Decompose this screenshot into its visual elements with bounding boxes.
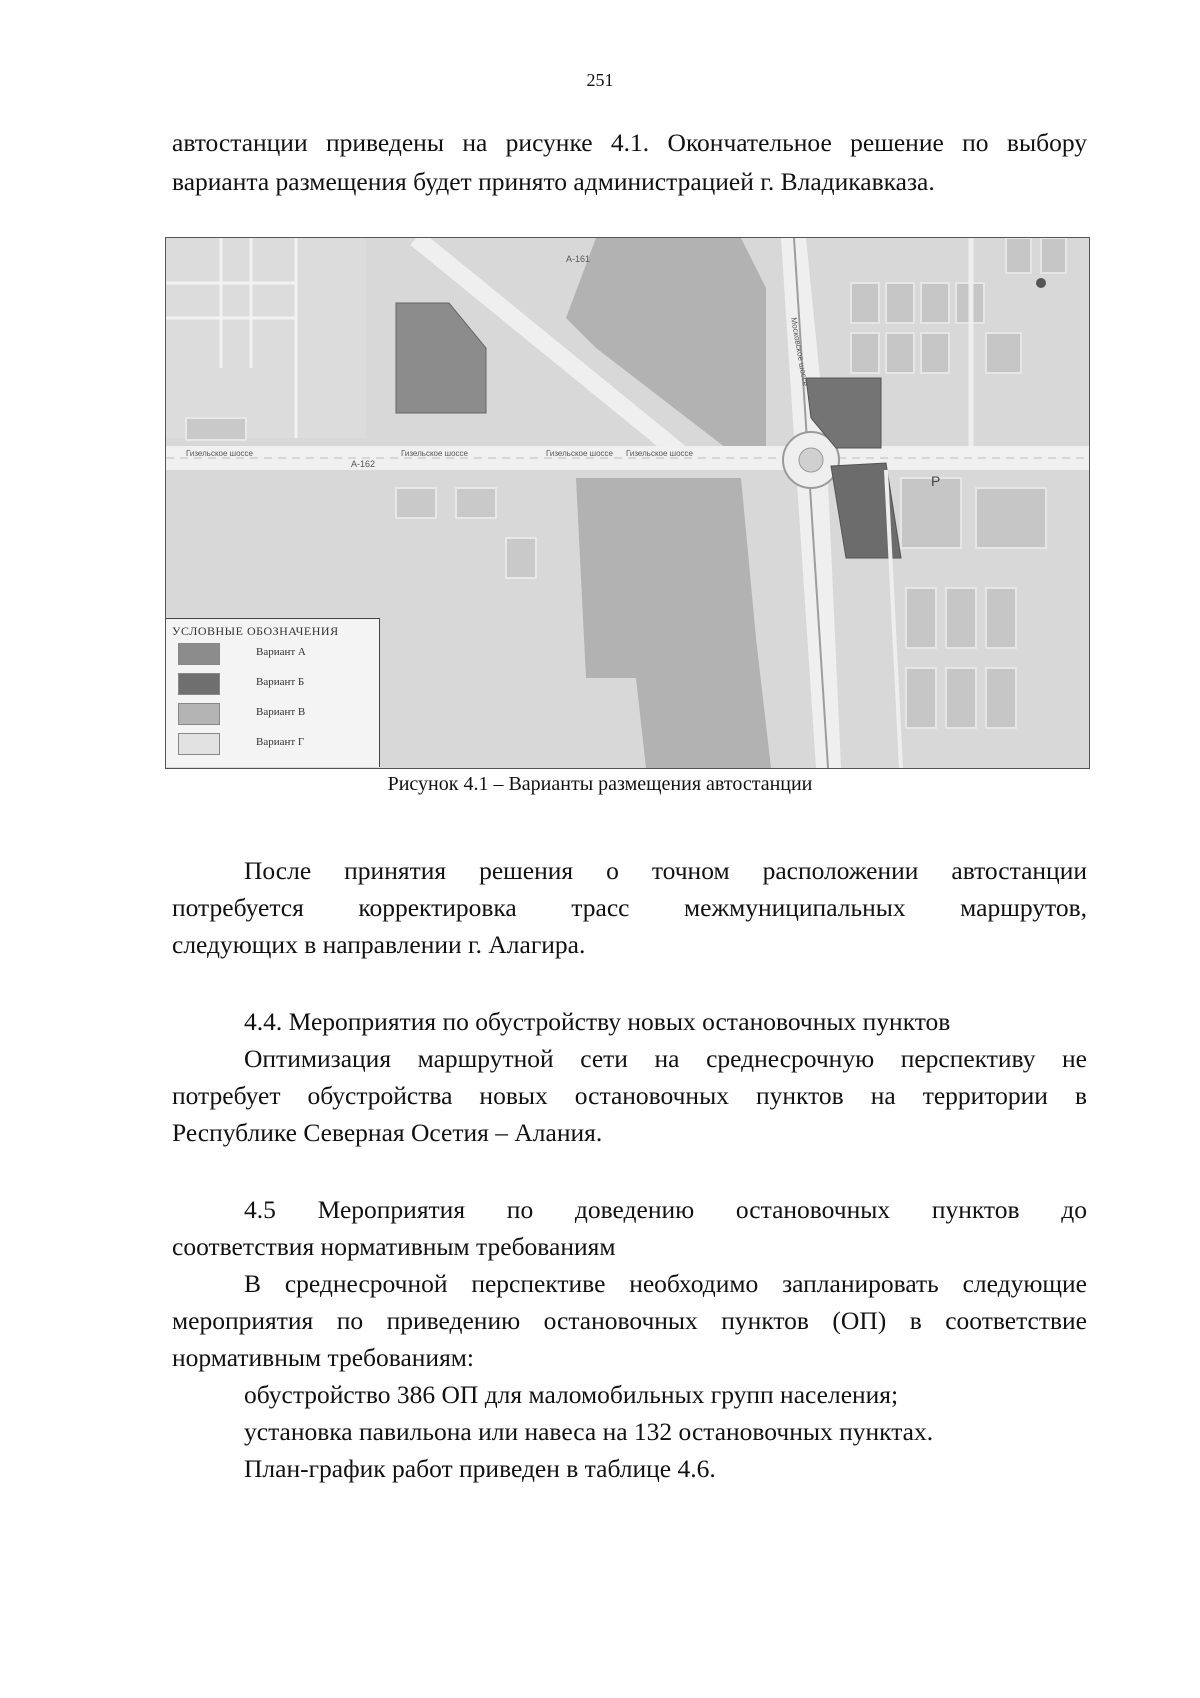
- map-label: Гизельское шоссе: [401, 449, 468, 458]
- map-label: А-161: [566, 254, 591, 264]
- text-line: потребует обустройства новых остановочных пунктов на территории в: [172, 1081, 1087, 1110]
- text-line: автостанции приведены на рисунке 4.1. Окончательное решение по выбору: [172, 128, 1087, 157]
- text-line: следующих в направлении г. Алагира.: [172, 930, 586, 959]
- map-label: А-162: [351, 459, 376, 469]
- list-item: обустройство 386 ОП для маломобильных групп населения;: [244, 1380, 899, 1409]
- legend-title: УСЛОВНЫЕ ОБОЗНАЧЕНИЯ: [172, 624, 339, 638]
- legend-item: [178, 673, 368, 695]
- map-label: Московское шоссе: [789, 316, 810, 387]
- legend-label: Вариант В: [256, 706, 306, 718]
- text-line: План-график работ приведен в таблице 4.6.: [244, 1454, 716, 1483]
- legend-item: [178, 703, 368, 725]
- legend-label: Вариант Г: [256, 736, 305, 748]
- page-number: 251: [586, 70, 614, 90]
- text-line: мероприятия по приведению остановочных пунктов (ОП) в соответствие: [172, 1306, 1087, 1335]
- legend-item: [178, 733, 368, 755]
- map-legend: [166, 618, 380, 767]
- text-line: нормативным требованиям:: [172, 1343, 475, 1372]
- section-heading: 4.5 Мероприятия по доведению остановочных пунктов до: [244, 1195, 1087, 1224]
- poi-marker-icon: [1036, 278, 1046, 288]
- legend-swatch: [178, 733, 220, 755]
- map-label: Гизельское шоссе: [546, 449, 613, 458]
- map-label: Гизельское шоссе: [626, 449, 693, 458]
- list-item: установка павильона или навеса на 132 остановочных пунктах.: [244, 1417, 934, 1446]
- legend-label: Вариант А: [256, 646, 306, 658]
- legend-swatch: [178, 643, 220, 665]
- text-line: Республике Северная Осетия – Алания.: [172, 1118, 603, 1147]
- figure-caption: Рисунок 4.1 – Варианты размещения автостанции: [387, 773, 813, 795]
- text-line: После принятия решения о точном расположении автостанции: [244, 856, 1087, 885]
- location-map: [165, 237, 1090, 769]
- legend-swatch: [178, 703, 220, 725]
- map-label: P: [931, 473, 941, 489]
- text-line: Оптимизация маршрутной сети на среднесрочную перспективу не: [244, 1044, 1087, 1073]
- legend-item: [178, 643, 368, 665]
- map-label: Гизельское шоссе: [186, 449, 253, 458]
- text-line: В среднесрочной перспективе необходимо запланировать следующие: [244, 1269, 1087, 1298]
- text-line: потребуется корректировка трасс межмуниципальных маршрутов,: [172, 893, 1087, 922]
- legend-swatch: [178, 673, 220, 695]
- section-heading: соответствия нормативным требованиям: [172, 1232, 616, 1261]
- legend-label: Вариант Б: [256, 676, 305, 688]
- text-line: варианта размещения будет принято администрацией г. Владикавказа.: [172, 167, 935, 196]
- section-heading: 4.4. Мероприятия по обустройству новых остановочных пунктов: [244, 1007, 951, 1036]
